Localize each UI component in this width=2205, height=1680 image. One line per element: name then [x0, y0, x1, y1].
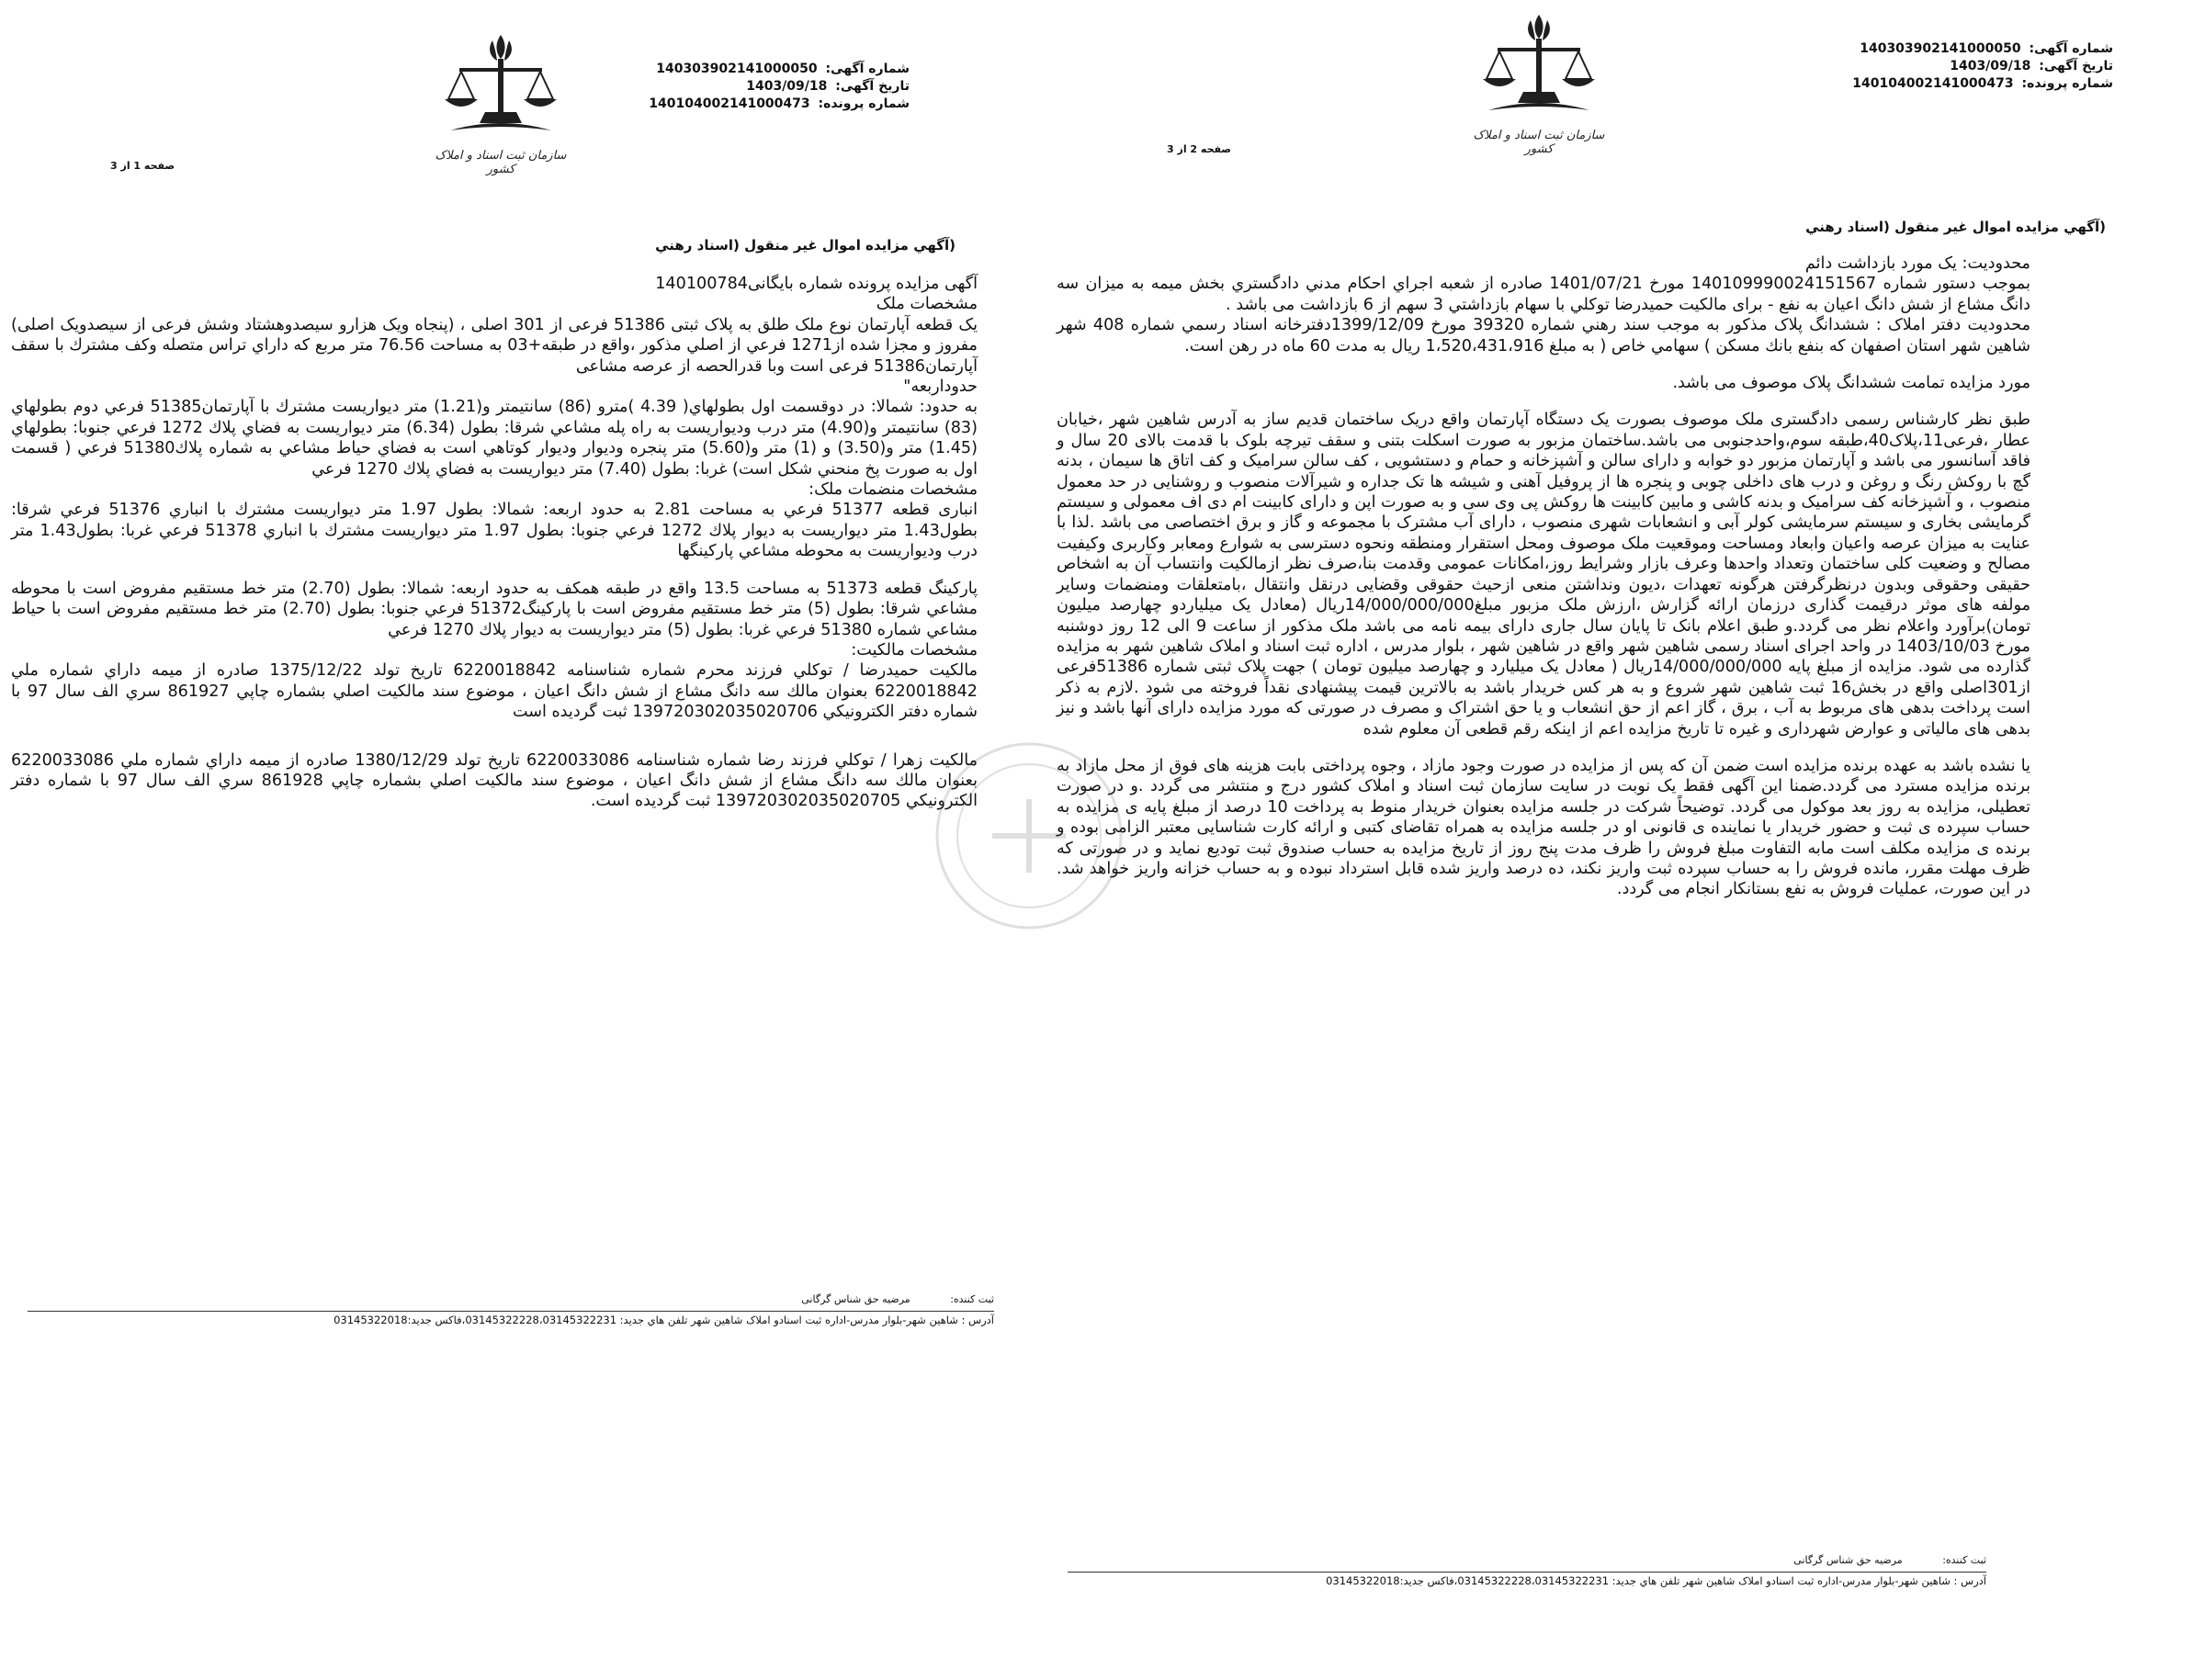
parking-paragraph: پاركينگ قطعه 51373 به مساحت 13.5 واقع در طبقه همكف به حدود اربعه: شمالا: بطول (2.70) متر خط مستقيم مفروض است با محوطه مشاعي شرقا: بطول (5) متر خط مستقيم مفروض است با پاركينگ51372 فرعي جنوبا: بطول (2.70) متر خط مستقيم مفروض است با حياط مشاعي شماره 51380 فرعي غربا: بطول (5) متر ديواريست به ديوار پلاك 1270 فرعي: [11, 579, 978, 639]
storage-paragraph: انبارى قطعه 51377 فرعي به مساحت 2.81 به حدود اربعه: شمالا: بطول 1.97 متر ديواريست مشترك با انباري 51376 فرعي شرقا: بطول1.43 متر ديواريست به ديوار پلاك 1272 فرعي جنوبا: بطول 1.97 متر ديواريست مشترك با انباري 51378 فرعي غربا: بطول1.43 متر درب وديواريست به محوطه مشاعي پاركينگها: [11, 501, 978, 561]
scales-of-justice-icon: [432, 28, 570, 147]
judiciary-emblem: [432, 28, 570, 179]
notice-number: 140303902141000050: [1860, 41, 2021, 56]
seizure-paragraph: بموجب دستور شماره 140109990024151567 مورخ 1401/07/21 صادره از شعبه اجراي احكام مدني دادگستري بخش ميمه به ميزان سه دانگ مشاع از شش دانگ اعيان به نفع - براى مالكيت حميدرضا توكلي با سهام بازداشتي 3 سهم از 6 بازداشت مى باشد .: [1057, 275, 2030, 314]
boundaries-paragraph: به حدود: شمالا: در دوقسمت اول بطولهاي( 4.39 )مترو (86) سانتيمتر و(1.21) متر ديواريست مشترك با آپارتمان51385 فرعي دوم بطولهاي (83) سانتيمتر و(4.90) متر درب وديواريست به راه پله مشاعي شرقا: بطول (6.34) متر ديواريست به فضاي پلاك 1272 فرعي جنوبا: بطولهاي (1.45) متر و(3.50) و (1) متر و(5.60) متر پنجره وديوار وديوار كوتاهي است به فضاي حياط مشاعي به شماره پلاك51380 فرعي ( قسمت اول به صورت پخ منحني شكل است) غربا: بطول (7.40) متر ديواريست به فضاي پلاك 1270 فرعي: [11, 398, 978, 479]
mortgage-paragraph: محدوديت دفتر املاک : ششدانگ پلاک مذکور به موجب سند رهني شماره 39320 مورخ 1399/12/09دفترخانه اسناد رسمي شماره 408 شهر شاهين شهر استان اصفهان كه بنفع بانك مسكن ) سهامي خاص ( به مبلغ 1،520،431،916 ريال به مدت 60 ماه در رهن است.: [1057, 316, 2030, 355]
signer-name: مرضيه حق شناس گرگانی: [801, 1293, 910, 1305]
file-number-row: [649, 96, 910, 113]
restriction-heading: محدوديت: يک مورد بازداشت دائم: [1804, 254, 2030, 273]
section-heading: حدوداربعه": [903, 378, 978, 397]
notice-meta: [1852, 40, 2113, 93]
terms-paragraph: یا نشده باشد به عهده برنده مزایده است ضمن آن که پس از مزایده در صورت وجود مازاد ، وجوه پرداختی بابت هزینه های فوق از محل مازاد به برنده مزایده مسترد می گردد.ضمنا این آگهی فقط یک نوبت در سایت سازمان ثبت اسناد و املاک کشور درج و منتشر می گردد .و در صورت تعطیلی، مزایده به روز بعد موکول می گردد. توضیحاً شرکت در جلسه مزایده بعنوان خریدار منوط به پرداخت 10 درصد از مبلغ پایه ی مزایده به حساب سپرده ی ثبت و حضور خریدار یا نماینده ی قانونی او در جلسه مزایده به همراه تقاضای کتبی و ارائه کارت شناسایی معتبر الزامی بوده و برنده ی مزایده مکلف است مابه التفاوت مبلغ فروش را ظرف مدت پنج روز از تاریخ مزایده به حساب صندوق ثبت تودیع نماید و در صورتی که ظرف مهلت مقرر، مانده فروش را به حساب سپرده ثبت واریز نکند، ده درصد واریز شده قابل استرداد نبوده و به حساب خزانه واریز خواهد شد. در این صورت، عملیات فروش به نفع بستانکار انجام می گردد.: [1057, 756, 2031, 899]
signature-line: [28, 1293, 994, 1305]
notice-number-label: شماره آگهی:: [825, 62, 910, 76]
archive-number: آگهی مزایده پرونده شماره بایگانی140100784: [655, 275, 978, 293]
file-number-row: [1852, 75, 2113, 93]
section-heading: مشخصات ملک: [876, 295, 978, 314]
notice-page-2: [1029, 0, 2205, 1680]
file-number-label: شماره پرونده:: [818, 96, 910, 111]
ownership-paragraph: مالكيت زهرا / توكلي فرزند رضا شماره شناسنامه 6220033086 تاريخ تولد 1380/12/29 صادره از ميمه داراي شماره ملي 6220033086 بعنوان مالك سه دانگ مشاع از شش دانگ اعيان ، موضوع سند مالكيت اصلي بشماره چاپي 861928 سري الف سال 97 با شماره دفتر الكترونيكي 139720302035020705 ثبت گرديده است.: [11, 750, 978, 811]
notice-date: 1403/09/18: [746, 79, 828, 94]
logo-caption: سازمان ثبت اسناد و املاک کشور: [435, 149, 567, 176]
notice-body: [1057, 254, 2030, 900]
auction-subject: مورد مزایده تمامت ششدانگ پلاک موصوف می باشد.: [1672, 374, 2030, 393]
logo-caption: سازمان ثبت اسناد و املاک کشور: [1473, 129, 1605, 156]
notice-page-1: [0, 0, 1029, 1680]
page-title: (آگهي مزايده اموال غير منقول (اسناد رهني: [1805, 219, 2106, 235]
notice-number: 140303902141000050: [656, 62, 818, 76]
signer-label: ثبت کننده:: [1942, 1554, 1986, 1566]
office-address: آدرس : شاهين شهر-بلوار مدرس-اداره ثبت اسنادو املاک شاهين شهر تلفن هاي جديد: 03145322228،03145322231،فاكس جديد:03145322018: [1326, 1574, 1986, 1587]
page-title: (آگهي مزايده اموال غير منقول (اسناد رهني: [655, 237, 956, 254]
section-heading: مشخصات مالکیت:: [851, 640, 978, 660]
notice-date: 1403/09/18: [1950, 59, 2031, 73]
notice-number-row: [649, 61, 910, 78]
page-number: صفحه 1 از 3: [110, 160, 175, 172]
file-number: 140104002141000473: [1852, 76, 2014, 91]
page-footer: [28, 1293, 994, 1326]
notice-date-row: [1852, 58, 2113, 75]
signer-name: مرضيه حق شناس گرگانی: [1793, 1554, 1903, 1566]
page-footer: [1068, 1554, 1986, 1587]
footer-divider: [28, 1311, 994, 1312]
page-number: صفحه 2 از 3: [1167, 143, 1232, 155]
office-address: آدرس : شاهين شهر-بلوار مدرس-اداره ثبت اسنادو املاک شاهين شهر تلفن هاي جديد: 03145322228،03145322231،فاكس جديد:03145322018: [334, 1314, 994, 1326]
signer-label: ثبت کننده:: [950, 1293, 994, 1305]
section-heading: مشخصات منضمات ملک:: [808, 480, 978, 500]
notice-date-row: [649, 78, 910, 96]
notice-date-label: تاریخ آگهی:: [835, 79, 910, 94]
notice-number-label: شماره آگهی:: [2029, 41, 2113, 56]
watermark-stamp: [928, 735, 1130, 937]
file-number-label: شماره پرونده:: [2021, 76, 2113, 91]
scales-of-justice-icon: [1470, 7, 1608, 127]
notice-number-row: [1852, 40, 2113, 58]
footer-divider: [1068, 1572, 1986, 1573]
notice-date-label: تاریخ آگهی:: [2039, 59, 2113, 73]
appraisal-paragraph: طبق نظر کارشناس رسمی دادگستری ملک موصوف بصورت یک دستگاه آپارتمان واقع دریک ساختمان قدیم ساز به آدرس شاهین شهر ،خیابان عطار ،فرعی11،پلاک40،طبقه سوم،واحدجنوبی می باشد.ساختمان مزبور به صورت اسکلت بتنی و سقف تیرچه بلوک با قدمت بالای 20 سال و فاقد آسانسور می باشد و آپارتمان مزبور دو خوابه و دارای سالن و آشپزخانه و حمام و دستشویی ، کف سالن سرامیک و کف اتاق ها سیمان ، بدنه گچ با روکش رنگ و روغن و درب های داخلی چوبی و پنجره ها از پروفیل آهنی و شیشه ها تک جداره و شیرآلات منصوب و روشنایی در حد معمول منصوب ، و آشپزخانه کف سرامیک و بدنه کاشی و مابین کابینت ها روکش پی وی سی و به صورت اپن و دارای کابینت ام دی اف معمولی و سیستم گرمایشی بخاری و سیستم سرمایشی کولر آبی و انشعابات شهری منصوب ، دارای آب مشترک با مجموعه و گاز و برق اختصاصی می باشد .لذا با عنایت به میزان عرصه واعیان وابعاد ومساحت وموقعیت ملک موصوف ومحل استقرار ومنطقه ونحوه دسترسی به شوارع ومعابر وکاربری وکیفیت مصالح و وضعیت کلی ساختمان وتعداد واحدها وعرف بازار وشرایط روز،امکانات عمومی وقدمت بنا،صرف نظر ازمالکیت وانتساب آن به اشخاص حقیقی وحقوقی وبدون درنظرگرفتن هرگونه تعهدات ،دیون ونداشتن منعی ازحیث حقوقی وقضایی درنقل وانتقال ،بامتعلقات ومنضمات وسایر مولفه های موثر درقیمت گذاری درزمان ارائه گزارش ،ارزش ملک مزبور مبلغ14/000/000/000ریال (معادل یک میلیاردو چهارصد میلیون تومان)برآورد واعلام نظر می گردد.و طبق اعلام بانک تا پایان سال جاری دارای بیمه نامه می باشد ملک مذکور از ساعت 9 الی 12 روز دوشنبه مورخ 1403/10/03 در واحد اجرای اسناد رسمی شاهین شهر واقع در شاهین شهر ، بلوار مدرس ، اداره ثبت اسناد و املاک شاهین شهر به مزایده گذارده می شود. مزایده از مبلغ پایه 14/000/000/000ریال ( معادل یک میلیارد و چهارصد میلیون تومان ) جهت پلاک ثبتی شماره 51386فرعی از301اصلی واقع در بخش16 ثبت شاهین شهر شروع و به هر کس خریدار باشد به بالاترین قیمت پیشنهادی نقداً فروخته می شود .لازم به ذکر است پرداخت بدهی های مربوط به آب ، برق ، گاز اعم از حق انشعاب و یا حق اشتراک و مصرف در صورتی که مورد مزایده دارای آنها باشد و نیز بدهی های مالیاتی و عوارض شهرداری و غیره تا تاریخ مزایده اعم از اینکه رقم قطعی آن معلوم شده: [1057, 411, 2031, 739]
notice-meta: [649, 61, 910, 113]
file-number: 140104002141000473: [649, 96, 810, 111]
notice-body: [11, 274, 978, 812]
ownership-paragraph: مالكيت حميدرضا / توكلي فرزند محرم شماره شناسنامه 6220018842 تاريخ تولد 1375/12/22 صادره از ميمه داراي شماره ملي 6220018842 بعنوان مالك سه دانگ مشاع از شش دانگ اعيان ، موضوع سند مالكيت اصلي بشماره چاپي 861927 سري الف سال 97 با شماره دفتر الكترونيكي 139720302035020706 ثبت گرديده است: [11, 661, 978, 722]
signature-line: [1068, 1554, 1986, 1566]
judiciary-emblem: [1470, 7, 1608, 159]
property-description: یک قطعه آپارتمان نوع ملک طلق به پلاک ثبتی 51386 فرعی از 301 اصلی ، (پنجاه ویک هزارو سیصدوهشتاد وشش فرعی از سیصدویک اصلی) مفروز و مجزا شده از1271 فرعي از اصلي مذکور ،واقع در طبقه+03 به مساحت 76.56 متر مربع که داراي تراس متصله وکف مشترك با سقف آپارتمان51386 فرعی است وبا قدرالحصه از عرصه مشاعی: [11, 315, 978, 376]
